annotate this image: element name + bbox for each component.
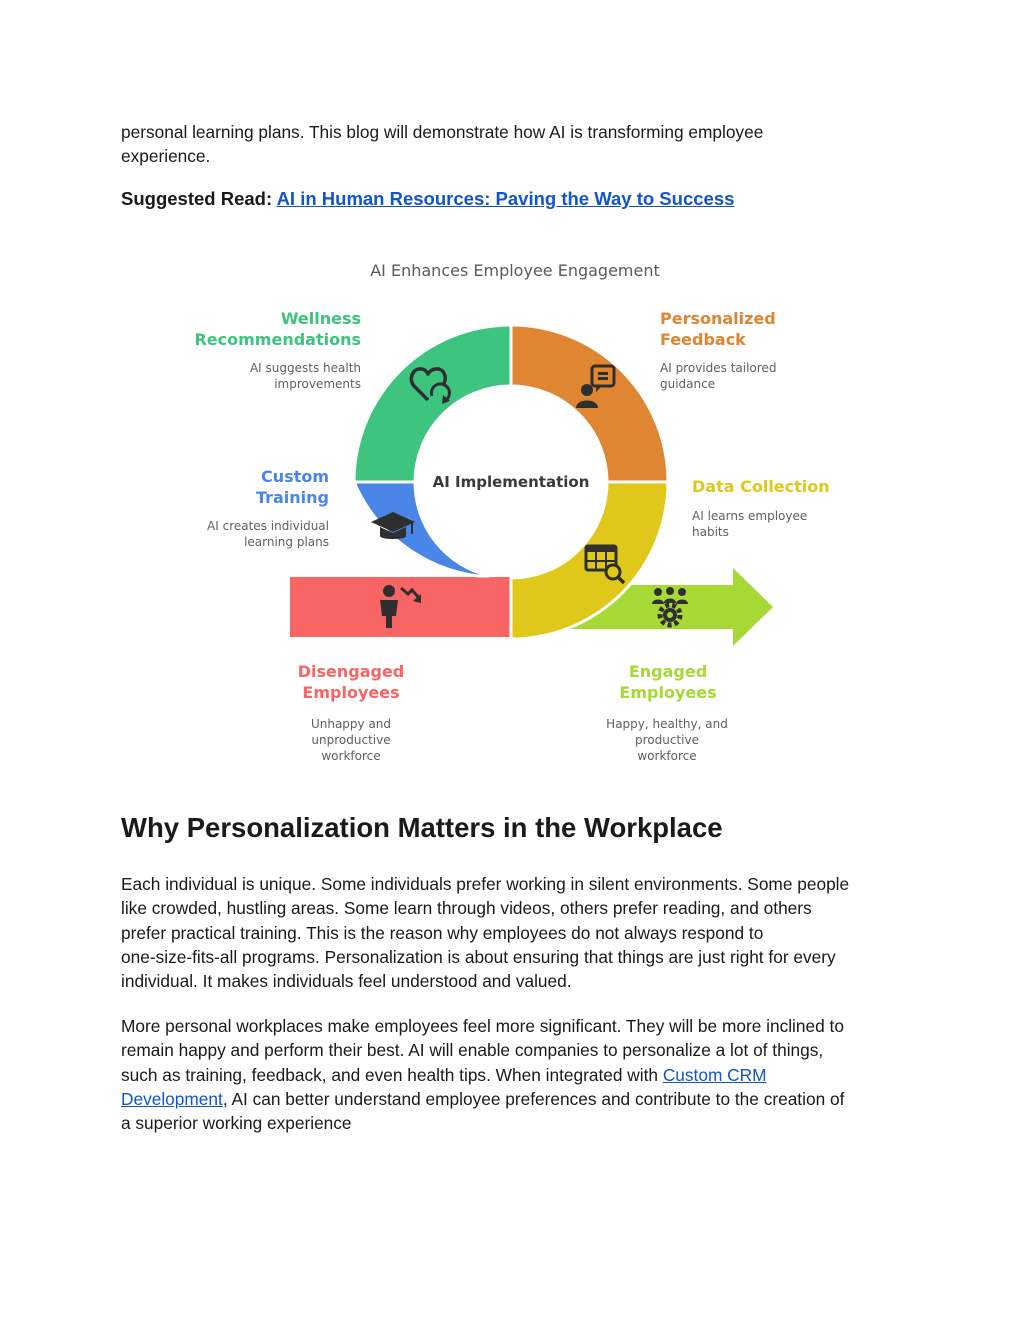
feedback-desc: guidance (660, 377, 716, 391)
wellness-title: Recommendations (194, 330, 361, 349)
paragraph-line: Each individual is unique. Some individuals prefer working in silent environments. Some people (121, 874, 850, 894)
disengaged-desc: Unhappy and (310, 717, 392, 731)
engaged-title: Employees (619, 683, 717, 702)
custom-training-desc: AI creates individual (207, 519, 329, 533)
engaged-desc: Happy, healthy, and (606, 717, 728, 731)
suggested-read-link[interactable]: AI in Human Resources: Paving the Way to Success (276, 188, 735, 209)
paragraph-line: prefer practical training. This is the reason why employees do not always respond to (121, 922, 764, 943)
suggested-read-label: Suggested Read: (121, 188, 277, 209)
suggested-read (121, 188, 734, 210)
custom-crm-link[interactable]: Custom CRM (662, 1064, 767, 1085)
intro-line: experience. (121, 146, 211, 167)
center-label: AI Implementation (432, 473, 590, 491)
intro-line: personal learning plans. This blog will demonstrate how AI is transforming employee (121, 122, 764, 142)
paragraph-line: remain happy and perform their best. AI will enable companies to personalize a lot of things, (121, 1040, 824, 1061)
paragraph-line: such as training, feedback, and even health tips. When integrated with (121, 1064, 663, 1085)
wellness-desc: improvements (274, 377, 361, 391)
section-paragraph-2 (121, 1014, 911, 1135)
paragraph-line: a superior working experience (121, 1113, 352, 1134)
paragraph-line: individual. It makes individuals feel understood and valued. (121, 971, 572, 992)
data-collection-desc: AI learns employee (692, 509, 808, 523)
disengaged-desc: unproductive (311, 733, 391, 747)
data-collection-desc: habits (692, 525, 729, 539)
wellness-desc: AI suggests health (249, 361, 361, 375)
custom-crm-link[interactable]: Development (121, 1088, 223, 1109)
section-paragraph-1 (121, 872, 911, 993)
custom-training-title: Training (255, 488, 329, 507)
disengaged-desc: workforce (321, 749, 381, 763)
feedback-title: Feedback (660, 330, 746, 349)
feedback-title: Personalized (660, 309, 776, 328)
feedback-desc: AI provides tailored (660, 361, 777, 375)
infographic-title: AI Enhances Employee Engagement (370, 261, 660, 280)
custom-training-title: Custom (261, 467, 329, 486)
disengaged-title: Disengaged (297, 662, 405, 681)
engaged-desc: workforce (637, 749, 697, 763)
engaged-desc: productive (635, 733, 699, 747)
disengaged-title: Employees (302, 683, 400, 702)
paragraph-line: like crowded, hustling areas. Some learn through videos, others prefer reading, and others (121, 898, 812, 919)
paragraph-line: , AI can better understand employee preferences and contribute to the creation of (222, 1088, 845, 1109)
paragraph-line: More personal workplaces make employees feel more significant. They will be more inclined to (121, 1016, 844, 1036)
custom-training-desc: learning plans (244, 535, 329, 549)
disengaged-bar (290, 577, 510, 637)
wellness-title: Wellness (280, 309, 361, 328)
paragraph-line: one-size-fits-all programs. Personalization is about ensuring that things are just right for every (121, 946, 836, 967)
ai-engagement-infographic (0, 240, 1024, 780)
data-collection-title: Data Collection (692, 477, 830, 496)
engaged-title: Engaged (628, 662, 708, 681)
intro-paragraph (121, 120, 911, 169)
section-heading: Why Personalization Matters in the Workplace (121, 812, 723, 843)
